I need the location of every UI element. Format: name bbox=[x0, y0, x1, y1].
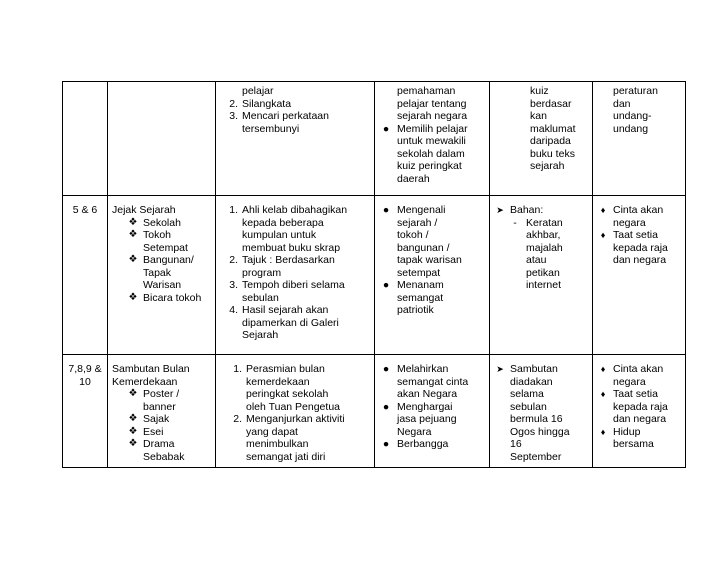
week-label bbox=[67, 363, 103, 388]
week-cell bbox=[63, 355, 108, 468]
activity-title bbox=[112, 363, 211, 388]
resource-cell bbox=[490, 82, 593, 196]
list-item-line: patriotik bbox=[397, 304, 434, 316]
resource-cell bbox=[490, 196, 593, 355]
text-line: buku teks bbox=[530, 147, 575, 160]
list-item bbox=[220, 98, 370, 111]
list-item-line: semangat jati diri bbox=[246, 450, 326, 463]
list-number: 2. bbox=[229, 97, 238, 110]
value-cell bbox=[593, 196, 686, 355]
list-item-line: Sajak bbox=[143, 413, 170, 425]
list-item-line: Keratan bbox=[526, 216, 563, 229]
list-item bbox=[597, 363, 681, 388]
list-item-line: sebulan bbox=[242, 291, 279, 304]
activity-list bbox=[112, 217, 211, 305]
list-number: 2. bbox=[229, 254, 238, 266]
list-item-line: setempat bbox=[397, 266, 441, 279]
list-item bbox=[224, 413, 370, 463]
list-item-line: Ahli kelab dibahagikan bbox=[242, 204, 348, 216]
list-item-line: dan negara bbox=[613, 413, 667, 425]
list-item-line: Sejarah bbox=[242, 329, 279, 341]
list-item-line: Hidup bbox=[613, 425, 641, 438]
list-item-line: Warisan bbox=[143, 279, 182, 291]
list-item-line: negara bbox=[613, 375, 646, 388]
list-item-line: Tajuk : Berdasarkan bbox=[242, 254, 335, 266]
text-line: kuiz bbox=[530, 85, 549, 97]
list-item-line: bermula 16 bbox=[510, 413, 563, 425]
text-line: Kemerdekaan bbox=[112, 375, 178, 388]
diamond-star-bullet-icon: ❖ bbox=[128, 216, 138, 228]
list-number: 3. bbox=[229, 110, 238, 122]
list-item bbox=[379, 204, 485, 279]
list-item-line: dan negara bbox=[613, 254, 667, 266]
list-item-line: sejarah / bbox=[397, 216, 438, 229]
list-item-line: Poster / bbox=[143, 388, 180, 400]
list-item bbox=[379, 363, 485, 401]
list-item-line: Taat setia bbox=[613, 388, 658, 400]
activity-list bbox=[112, 388, 211, 463]
method-cell bbox=[216, 82, 375, 196]
value-cell bbox=[593, 355, 686, 468]
list-item-line: Menganjurkan aktiviti bbox=[246, 413, 345, 425]
list-item-line: Sekolah bbox=[143, 216, 181, 229]
diamond-star-bullet-icon: ❖ bbox=[128, 229, 138, 240]
bullet-dot-icon: ● bbox=[382, 279, 390, 291]
method-cell bbox=[216, 355, 375, 468]
list-item-line: Bicara tokoh bbox=[143, 291, 202, 304]
list-item-line: kepada beberapa bbox=[242, 216, 324, 229]
week-cell bbox=[63, 196, 108, 355]
list-number: 4. bbox=[229, 304, 238, 316]
list-item-line: kepada raja bbox=[613, 400, 668, 413]
list-item bbox=[126, 254, 211, 292]
week-cell bbox=[63, 82, 108, 196]
resource-continued-text bbox=[494, 85, 588, 173]
list-item-line: Mencari perkataan bbox=[242, 110, 329, 122]
list-item bbox=[379, 123, 485, 186]
list-item-line: kuiz peringkat bbox=[397, 160, 462, 172]
list-item bbox=[126, 292, 211, 305]
objective-list bbox=[379, 204, 485, 317]
list-item-line: 16 bbox=[510, 438, 522, 450]
list-item-line: Memilih pelajar bbox=[397, 122, 468, 135]
diamond-star-bullet-icon: ❖ bbox=[128, 438, 138, 449]
list-item-line: majalah bbox=[526, 241, 563, 254]
list-item bbox=[597, 388, 681, 426]
list-item-line: tersembunyi bbox=[242, 122, 300, 135]
diamond-star-bullet-icon: ❖ bbox=[128, 413, 138, 424]
list-item-line: daerah bbox=[397, 172, 430, 185]
week-label: 5 & 6 bbox=[72, 204, 98, 216]
list-item bbox=[126, 217, 211, 230]
text-line: daripada bbox=[530, 135, 571, 147]
resource-list bbox=[494, 363, 588, 463]
list-item bbox=[597, 229, 681, 267]
list-item-line: negara bbox=[613, 216, 646, 229]
list-item bbox=[220, 110, 370, 135]
list-item bbox=[126, 426, 211, 439]
list-item bbox=[224, 363, 370, 413]
list-number: 1. bbox=[233, 363, 242, 375]
text-line: undang- bbox=[613, 110, 652, 122]
list-item-line: Taat setia bbox=[613, 229, 658, 241]
list-item-line: petikan bbox=[526, 266, 560, 279]
list-item-line: bangunan / bbox=[397, 241, 450, 254]
method-list bbox=[220, 363, 370, 463]
diamond-bullet-icon: ♦ bbox=[600, 389, 606, 399]
list-item bbox=[508, 217, 588, 292]
list-item bbox=[597, 204, 681, 229]
bullet-dot-icon: ● bbox=[382, 363, 390, 375]
list-item-line: Bangunan/ bbox=[143, 254, 194, 266]
bullet-dot-icon: ● bbox=[382, 438, 390, 450]
list-item bbox=[220, 304, 370, 342]
text-line: sejarah negara bbox=[397, 110, 468, 122]
list-item-line: Negara bbox=[397, 425, 432, 438]
list-item-line: bersama bbox=[613, 438, 654, 450]
text-line: Sambutan Bulan bbox=[112, 363, 190, 375]
value-list bbox=[597, 363, 681, 451]
list-item-line: Silangkata bbox=[242, 97, 292, 110]
list-item-line: Cinta akan bbox=[613, 204, 664, 216]
list-item-line: Tempoh diberi selama bbox=[242, 279, 345, 291]
text-line: 7,8,9 & bbox=[68, 363, 102, 375]
method-continued-text: pelajar bbox=[242, 85, 274, 97]
bullet-dot-icon: ● bbox=[382, 122, 390, 135]
list-item-line: sebulan bbox=[510, 400, 547, 413]
list-item-line: internet bbox=[526, 279, 562, 291]
text-line: berdasar bbox=[530, 97, 572, 110]
list-item-line: Tokoh bbox=[143, 229, 172, 241]
list-item-line: dipamerkan di Galeri bbox=[242, 316, 339, 329]
objective-cell bbox=[375, 355, 490, 468]
table-row bbox=[63, 82, 686, 196]
text-line: 10 bbox=[79, 375, 91, 388]
diamond-bullet-icon: ♦ bbox=[600, 230, 606, 240]
text-line: pelajar tentang bbox=[397, 97, 467, 110]
list-item bbox=[126, 388, 211, 413]
list-item-line: oleh Tuan Pengetua bbox=[246, 400, 340, 413]
list-item-line: kepada raja bbox=[613, 241, 668, 254]
list-item-line: akan Negara bbox=[397, 388, 458, 400]
activity-cell bbox=[108, 355, 216, 468]
resource-cell bbox=[490, 355, 593, 468]
list-item-line: menimbulkan bbox=[246, 438, 309, 450]
list-item bbox=[126, 229, 211, 254]
objective-list bbox=[379, 363, 485, 451]
list-item bbox=[379, 401, 485, 439]
objective-continued-text bbox=[379, 85, 485, 123]
list-item-line: semangat cinta bbox=[397, 375, 469, 388]
list-item-line: untuk mewakili bbox=[397, 135, 466, 147]
value-list bbox=[597, 204, 681, 267]
list-item-line: kumpulan untuk bbox=[242, 229, 317, 241]
list-item-line: semangat bbox=[397, 291, 444, 304]
list-item bbox=[597, 426, 681, 451]
objective-list bbox=[379, 123, 485, 186]
diamond-star-bullet-icon: ❖ bbox=[128, 291, 138, 303]
list-item-line: Setempat bbox=[143, 241, 188, 254]
diamond-star-bullet-icon: ❖ bbox=[128, 388, 138, 399]
list-number: 2. bbox=[233, 413, 242, 425]
list-item-line: peringkat sekolah bbox=[246, 388, 329, 400]
list-item-line: akhbar, bbox=[526, 229, 561, 241]
list-item bbox=[379, 279, 485, 317]
list-item-line: Drama bbox=[143, 438, 175, 450]
bullet-dot-icon: ● bbox=[382, 400, 390, 413]
list-item-line: tokoh / bbox=[397, 229, 429, 241]
text-line: maklumat bbox=[530, 122, 576, 135]
resource-heading: ➤ Bahan: bbox=[494, 204, 588, 217]
list-item-line: Esei bbox=[143, 425, 164, 438]
list-item-line: Menanam bbox=[397, 279, 444, 291]
list-item-line: kemerdekaan bbox=[246, 375, 310, 388]
list-item-line: Mengenali bbox=[397, 204, 446, 216]
table-row bbox=[63, 196, 686, 355]
list-item bbox=[220, 254, 370, 279]
diamond-bullet-icon: ♦ bbox=[600, 364, 606, 374]
list-item-line: diadakan bbox=[510, 375, 553, 388]
method-cell bbox=[216, 196, 375, 355]
value-continued-text bbox=[597, 85, 681, 135]
text-line: sejarah bbox=[530, 160, 565, 172]
arrow-bullet-icon: ➤ bbox=[496, 205, 504, 215]
list-item bbox=[379, 438, 485, 451]
text-line: undang bbox=[613, 122, 649, 135]
list-item bbox=[494, 363, 588, 463]
list-item-line: jasa pejuang bbox=[397, 413, 457, 425]
list-item-line: Ogos hingga bbox=[510, 425, 570, 438]
diamond-bullet-icon: ♦ bbox=[600, 205, 606, 215]
value-cell bbox=[593, 82, 686, 196]
diamond-star-bullet-icon: ❖ bbox=[128, 425, 138, 437]
text-line: peraturan bbox=[613, 85, 658, 97]
list-item-line: program bbox=[242, 266, 282, 279]
list-item bbox=[126, 413, 211, 426]
table-row bbox=[63, 355, 686, 468]
list-item-line: Menghargai bbox=[397, 400, 453, 413]
text-line: dan bbox=[613, 97, 631, 110]
activity-cell bbox=[108, 82, 216, 196]
list-item-line: Perasmian bulan bbox=[246, 363, 325, 375]
activity-cell bbox=[108, 196, 216, 355]
dash-bullet-icon: - bbox=[513, 216, 517, 229]
list-item-line: Sambutan bbox=[510, 363, 558, 375]
text-line: pemahaman bbox=[397, 85, 456, 97]
list-item-line: Cinta akan bbox=[613, 363, 664, 375]
list-item-line: sekolah dalam bbox=[397, 147, 465, 160]
list-item-line: banner bbox=[143, 400, 176, 413]
list-item-line: Melahirkan bbox=[397, 363, 449, 375]
list-item-line: September bbox=[510, 450, 562, 463]
list-item-line: selama bbox=[510, 388, 544, 400]
list-item-line: atau bbox=[526, 254, 547, 266]
diamond-star-bullet-icon: ❖ bbox=[128, 254, 138, 265]
list-item bbox=[220, 279, 370, 304]
objective-cell bbox=[375, 196, 490, 355]
list-item-line: tapak warisan bbox=[397, 254, 462, 266]
arrow-bullet-icon: ➤ bbox=[496, 364, 504, 374]
list-item-line: Tapak bbox=[143, 266, 172, 279]
method-list bbox=[220, 98, 370, 136]
method-list bbox=[220, 204, 370, 342]
resource-sublist bbox=[494, 217, 588, 292]
list-item bbox=[220, 204, 370, 254]
bullet-dot-icon: ● bbox=[382, 204, 390, 216]
list-item-line: Berbangga bbox=[397, 438, 449, 450]
list-item-line: membuat buku skrap bbox=[242, 241, 341, 254]
text-line: kan bbox=[530, 110, 547, 122]
list-item-line: Sebabak bbox=[143, 450, 185, 463]
list-item-line: Hasil sejarah akan bbox=[242, 304, 329, 316]
list-number: 3. bbox=[229, 279, 238, 291]
objective-cell bbox=[375, 82, 490, 196]
activity-title: Jejak Sejarah bbox=[112, 204, 176, 216]
list-number: 1. bbox=[229, 204, 238, 216]
list-item bbox=[126, 438, 211, 463]
diamond-bullet-icon: ♦ bbox=[600, 426, 606, 437]
list-item-line: yang dapat bbox=[246, 425, 298, 438]
activity-plan-table bbox=[62, 81, 686, 468]
